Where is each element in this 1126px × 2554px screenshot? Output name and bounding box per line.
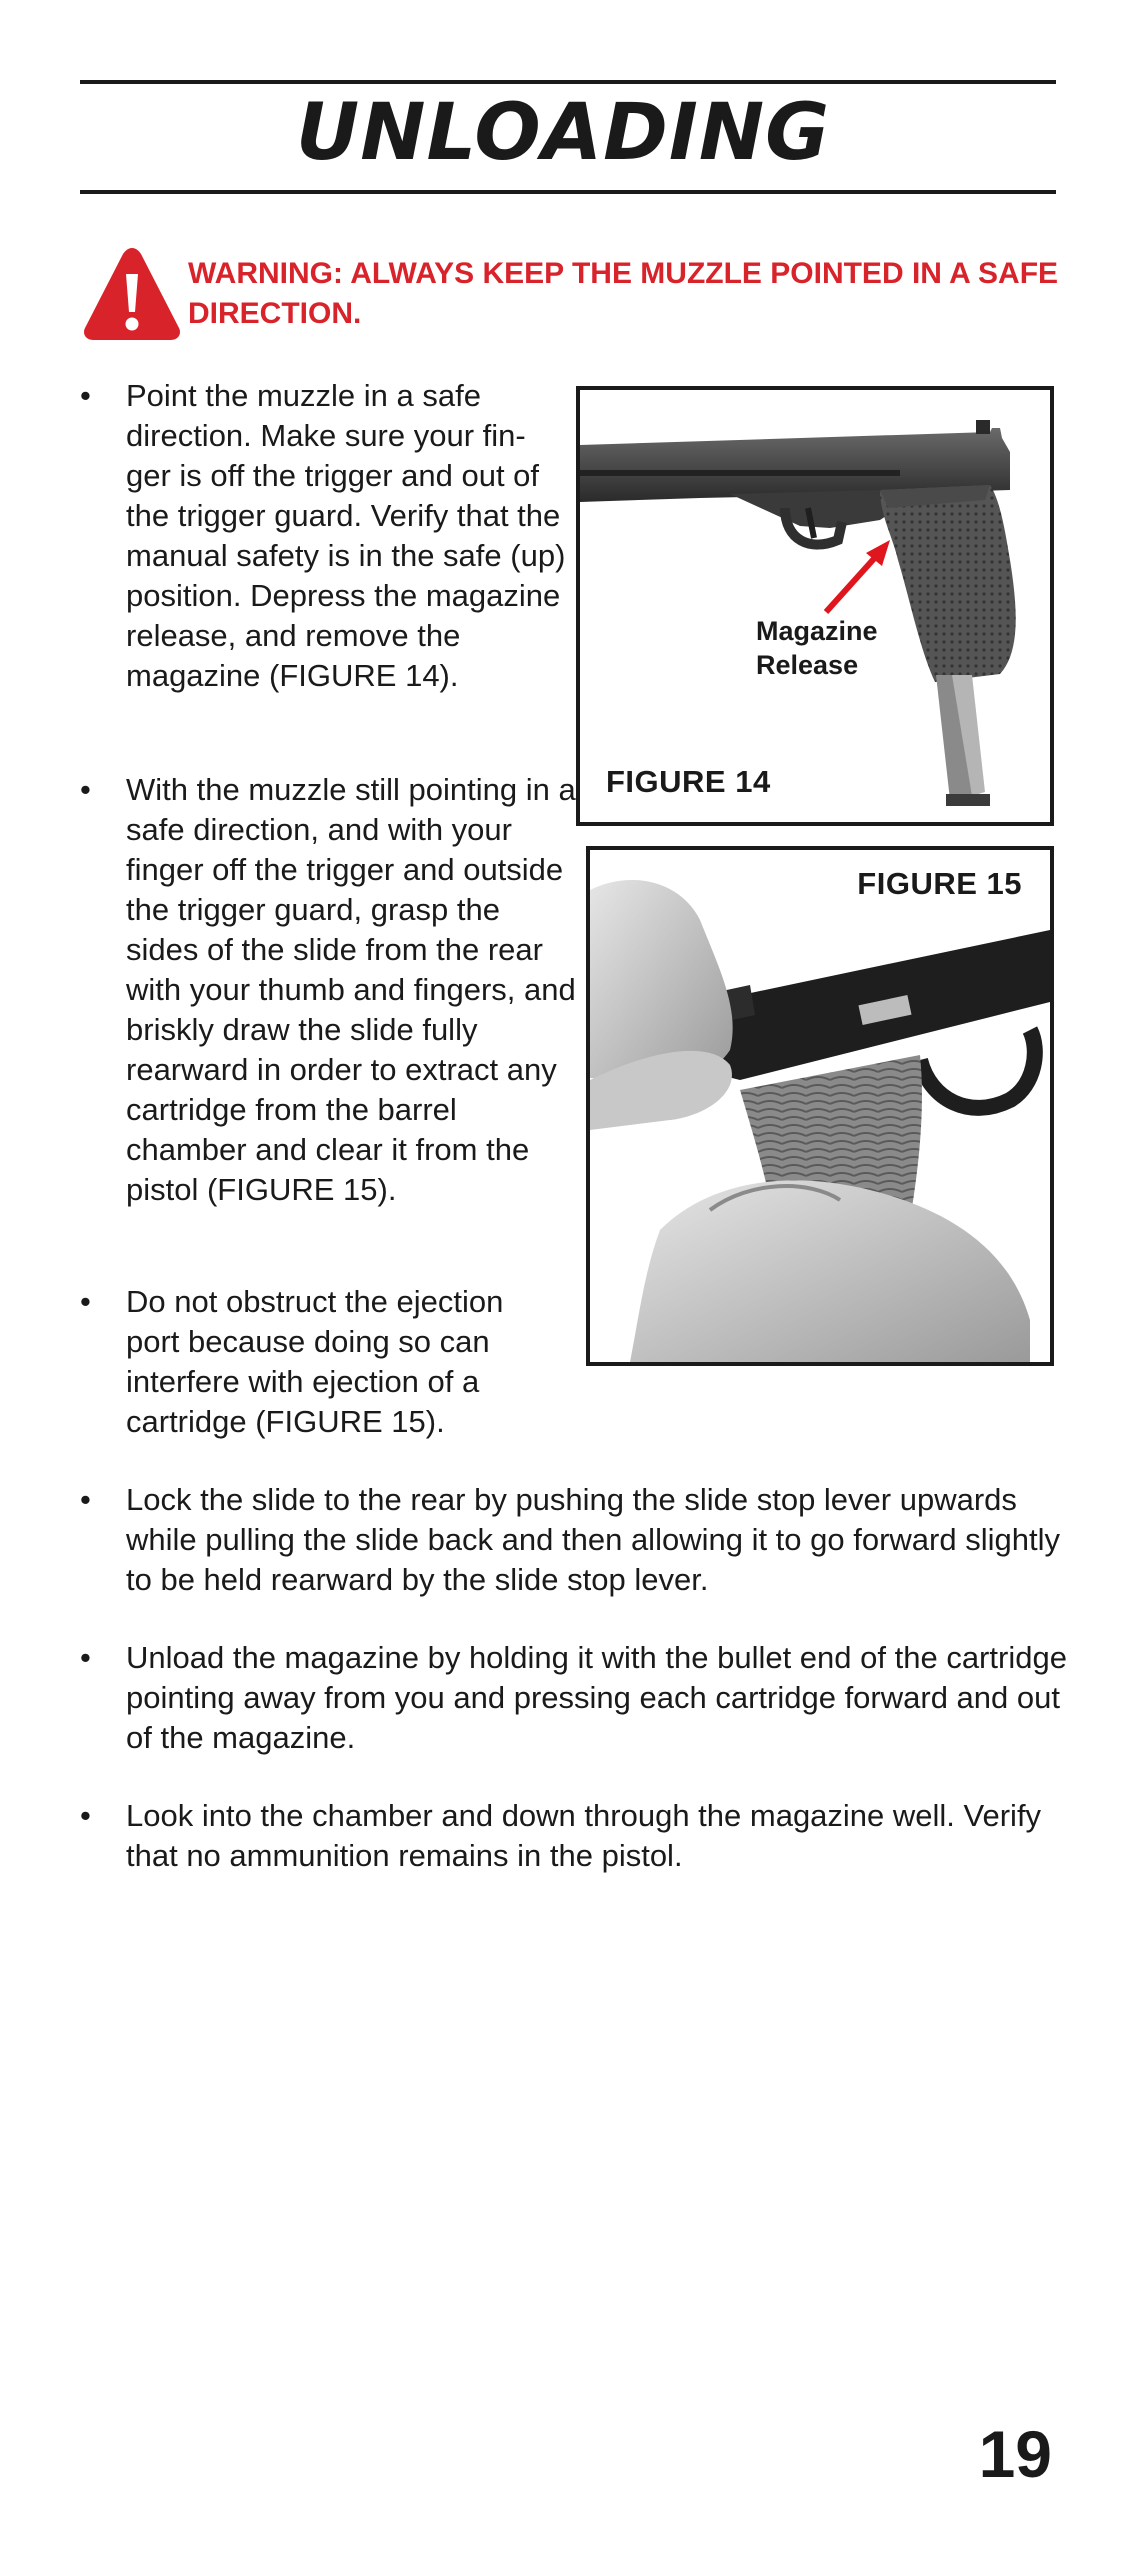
figure-14-label: FIGURE 14 (606, 764, 771, 799)
figure-15-label: FIGURE 15 (857, 866, 1022, 901)
hands-racking-slide-image (590, 850, 1050, 1362)
list-item-text: Lock the slide to the rear by pushing the slide stop lever upwards while pulling the slide back and then allowing it to go forward slightly to be held rearward by the slide stop lever. (126, 1482, 1060, 1597)
warning-text: WARNING: ALWAYS KEEP THE MUZZLE POINTED IN A SAFE DIRECTION. (188, 257, 1059, 330)
page-title: UNLOADING (295, 88, 831, 178)
list-item (80, 376, 570, 696)
pistol-side-view-image (580, 390, 1050, 822)
list-item (80, 1282, 550, 1442)
list-item (80, 1796, 1070, 1876)
list-item (80, 770, 580, 1210)
list-item-text: With the muzzle still pointing in a safe direction, and with your finger off the trigger and outside the trigger guard, grasp the sides of the slide from the rear with your thumb and fingers, and briskly draw the slide fully rearward in order to extract any cartridge from the barrel chamber and clear it from the pistol (FIGURE 15). (126, 772, 576, 1207)
list-item-text: Point the muzzle in a safe direction. Make sure your fin-ger is off the trigger and out of the trigger guard. Verify that the manual safety is in the safe (up) position. Depress the magazine release, and remove the magazine (FIGURE 14). (126, 378, 566, 693)
callout-line-2: Release (756, 650, 859, 680)
list-item (80, 1480, 1070, 1600)
list-item-text: Look into the chamber and down through the magazine well. Verify that no ammunition remains in the pistol. (126, 1798, 1042, 1873)
bullet-marker: • (80, 1798, 91, 1833)
figure-15 (586, 846, 1054, 1366)
magazine-release-callout (756, 614, 878, 682)
list-item-text: Unload the magazine by holding it with the bullet end of the cartridge pointing away from you and pressing each cartridge forward and out of the magazine. (126, 1640, 1067, 1755)
top-rule (80, 80, 1056, 84)
callout-line-1: Magazine (756, 616, 878, 646)
bullet-marker: • (80, 772, 91, 807)
title-underline-rule (80, 190, 1056, 194)
warning-triangle-icon (82, 244, 182, 344)
bullet-marker: • (80, 1640, 91, 1675)
bullet-marker: • (80, 1284, 91, 1319)
figure-14 (576, 386, 1054, 826)
list-item-text: Do not obstruct the ejection port because doing so can interfere with ejection of a cartridge (FIGURE 15). (126, 1284, 504, 1439)
bullet-marker: • (80, 1482, 91, 1517)
bullet-marker: • (80, 378, 91, 413)
list-item (80, 1638, 1070, 1758)
page-number: 19 (978, 2417, 1052, 2491)
